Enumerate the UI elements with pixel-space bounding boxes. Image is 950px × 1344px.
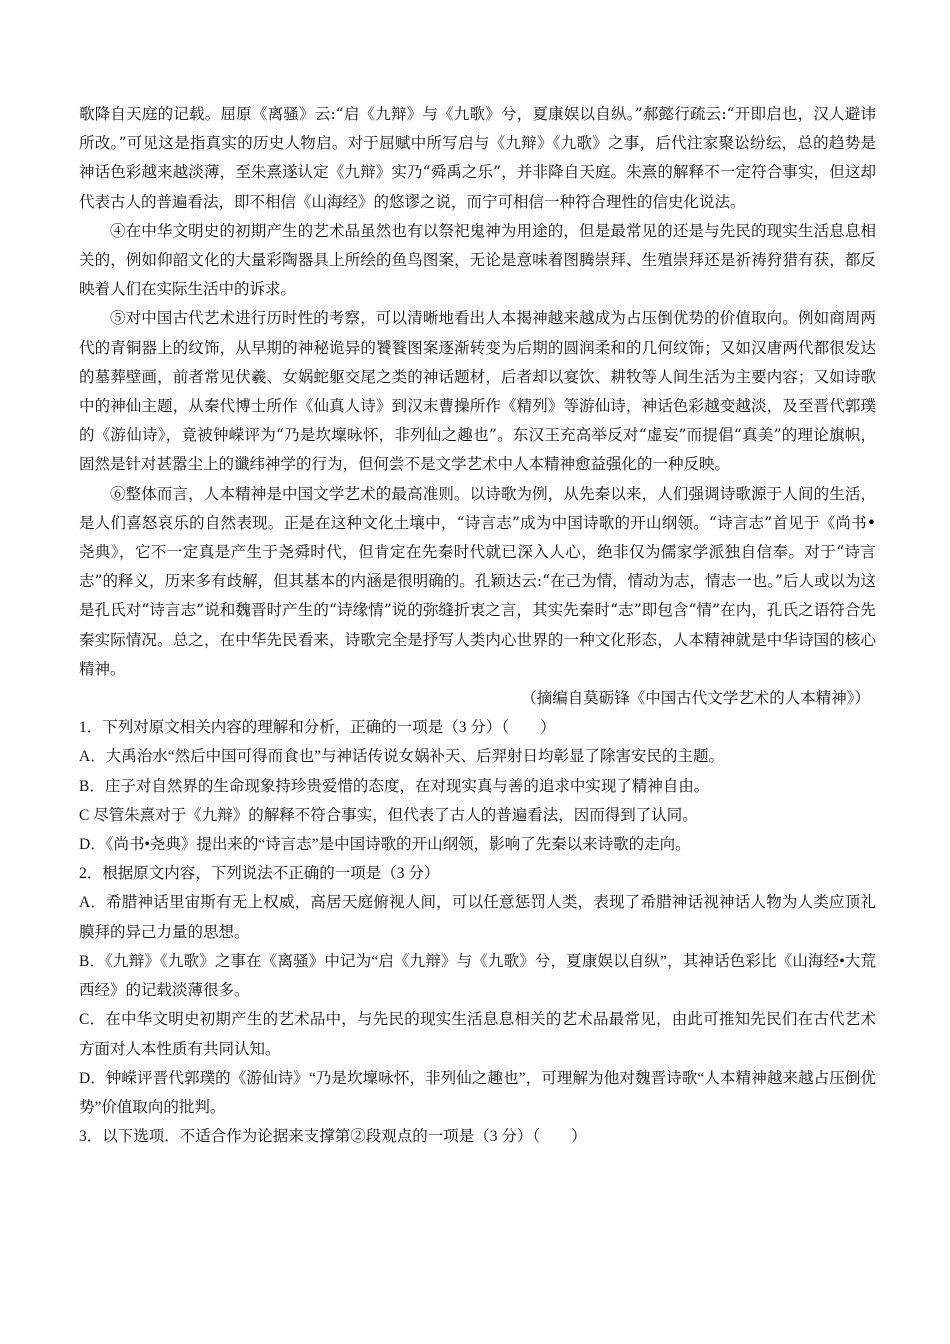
passage-paragraph-3-continued: 歌降自天庭的记载。屈原《离骚》云:“启《九辩》与《九歌》兮，夏康娱以自纵。”郝懿行疏云:“开即启也，汉人避讳所改。”可见这是指真实的历史人物启。对于屈赋中所写启与《九辩》《九歌》之事，后代注家聚讼纷纭，总的趋势是神话色彩越来越淡薄，至朱熹遂认定《九辩》实乃“舜禹之乐”，并非降自天庭。朱熹的解释不一定符合事实，但这却代表古人的普遍看法，即不相信《山海经》的悠谬之说，而宁可相信一种符合理性的信史化说法。	[79, 105, 876, 211]
question-2-option-a: A．希腊神话里宙斯有无上权威，高居天庭俯视人间，可以任意惩罚人类，表现了希腊神话视神话人物为人类应顶礼膜拜的异己力量的思想。	[79, 894, 876, 941]
question-3	[79, 1122, 876, 1151]
passage-paragraph-4: ④在中华文明史的初期产生的艺术品虽然也有以祭祀鬼神为用途的，但是最常见的还是与先民的现实生活息息相关的，例如仰韶文化的大量彩陶器具上所绘的鱼鸟图案，无论是意味着图腾崇拜、生殖崇拜还是祈祷狩猎有获，都反映着人们在实际生活中的诉求。	[79, 221, 876, 299]
passage-paragraph-5: ⑤对中国古代艺术进行历时性的考察，可以清晰地看出人本揭神越来越成为占压倒优势的价值取向。例如商周两代的青铜器上的纹饰，从早期的神秘诡异的饕餮图案逐渐转变为后期的圆润柔和的几何纹饰；又如汉唐两代都很发达的墓葬壁画，前者常见伏羲、女娲蛇躯交尾之类的神话题材，后者却以宴饮、耕牧等人间生活为主要内容；又如诗歌中的神仙主题，从秦代博士所作《仙真人诗》到汉末曹操所作《精列》等游仙诗，神话色彩越变越淡，及至晋代郭璞的《游仙诗》，竟被钟嵘评为“乃是坎壈咏怀，非列仙之趣也”。东汉王充高举反对“虚妄”而提倡“真美”的理论旗帜，固然是针对甚嚣尘上的谶纬神学的行为，但何尝不是文学艺术中人本精神愈益强化的一种反映。	[79, 309, 876, 474]
passage-source: （摘编自莫砺锋《中国古代文学艺术的人本精神》）	[521, 689, 870, 708]
question-2-title: 2．根据原文内容，下列说法不正确的一项是（3 分）	[79, 865, 440, 883]
question-1-option-c: C 尽管朱熹对于《九辩》的解释不符合事实，但代表了古人的普遍看法，因而得到了认同。	[79, 806, 698, 824]
question-2-option-b: B．《九辩》《九歌》之事在《离骚》中记为“启《九辩》与《九歌》兮，夏康娱以自纵”，其神话色彩比《山海经•大荒西经》的记载淡薄很多。	[79, 952, 876, 1000]
question-3-title: 3．以下选项．不适合作为论据来支撑第②段观点的一项是（3 分）（ ）	[79, 1128, 587, 1146]
question-2-option-d: D．钟嵘评晋代郭璞的《游仙诗》“乃是坎壈咏怀，非列仙之趣也”，可理解为他对魏晋诗歌“人本精神越来越占压倒优势”价值取向的批判。	[79, 1069, 876, 1116]
question-2	[79, 859, 876, 1122]
document-page	[79, 100, 876, 1151]
question-1-option-b: B．庄子对自然界的生命现象持珍贵爱惜的态度，在对现实真与善的追求中实现了精神自由。	[79, 777, 710, 795]
question-1-title: 1．下列对原文相关内容的理解和分析，正确的一项是（3 分）（ ）	[79, 719, 556, 737]
question-1	[79, 713, 876, 859]
question-1-option-d: D．《尚书•尧典》提出来的“诗言志”是中国诗歌的开山纲领，影响了先秦以来诗歌的走向。	[79, 836, 691, 854]
question-1-option-a: A．大禹治水“然后中国可得而食也”与神话传说女娲补天、后羿射日均彰显了除害安民的主题。	[79, 748, 724, 766]
passage-paragraph-6: ⑥整体而言，人本精神是中国文学艺术的最高准则。以诗歌为例，从先秦以来，人们强调诗歌源于人间的生活，是人们喜怒哀乐的自然表现。正是在这种文化土壤中，“诗言志”成为中国诗歌的开山纲领。“诗言志”首见于《尚书•尧典》，它不一定真是产生于尧舜时代，但肯定在先秦时代就已深入人心，绝非仅为儒家学派独自信奉。对于“诗言志”的释义，历来多有歧解，但其基本的内涵是很明确的。孔颖达云:“在己为情，情动为志，情志一也。”后人或以为这是孔氏对“诗言志”说和魏晋时产生的“诗缘情”说的弥缝折衷之言，其实先秦时“志”即包含“情”在内，孔氏之语符合先秦实际情况。总之，在中华先民看来，诗歌完全是抒写人类内心世界的一种文化形态，人本精神就是中华诗国的核心精神。	[79, 484, 876, 678]
question-2-option-c: C．在中华文明史初期产生的艺术品中，与先民的现实生活息息相关的艺术品最常见，由此可推知先民们在古代艺术方面对人本性质有共同认知。	[79, 1011, 876, 1058]
